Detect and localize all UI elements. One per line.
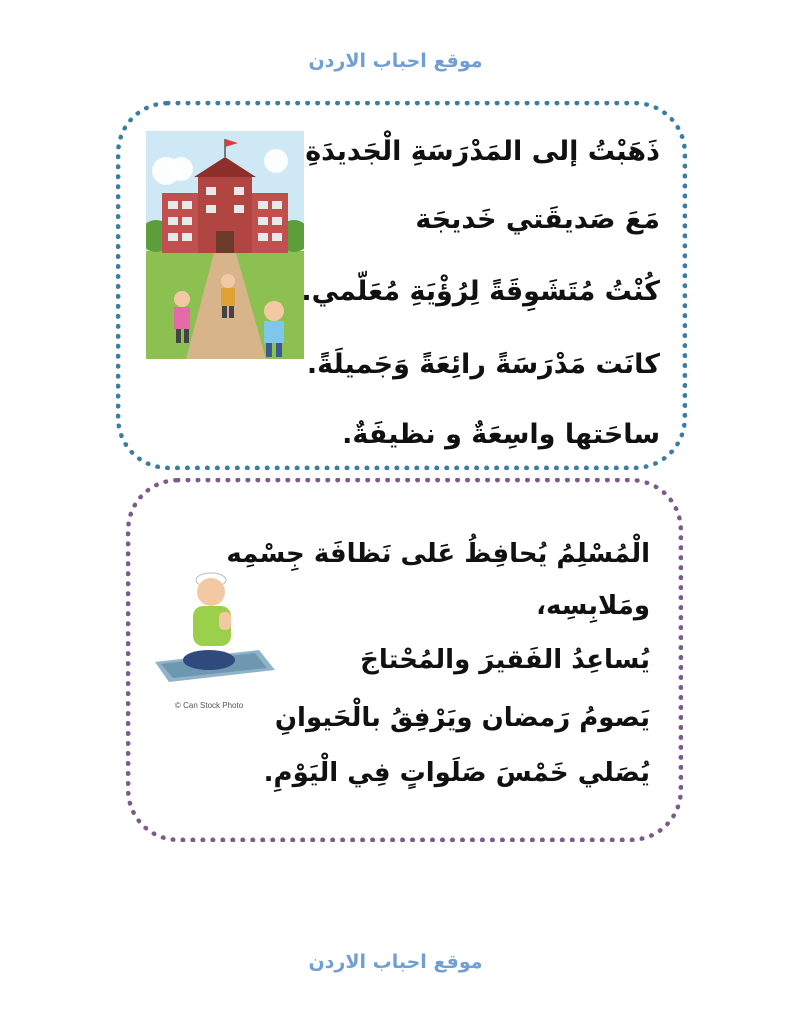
card1-line-2: مَعَ صَديقَتي خَديجَة — [415, 204, 660, 235]
reading-card-muslim — [126, 478, 683, 842]
card2-line-5: يُصَلي خَمْسَ صَلَواتٍ فِي الْيَوْمِ. — [263, 758, 650, 788]
image-credit: © Can Stock Photo — [175, 701, 244, 710]
card2-line-2: ومَلابِسِه، — [536, 591, 650, 621]
site-title-bottom: موقع احباب الاردن — [308, 951, 483, 973]
card1-line-3: كُنْتُ مُتَشَوِقَةً لِرُؤْيَةِ مُعَلّمي. — [301, 276, 660, 307]
reading-card-school — [116, 101, 687, 470]
site-title-top: موقع احباب الاردن — [308, 50, 483, 72]
card1-line-1: ذَهَبْتُ إلى المَدْرَسَةِ الْجَديدَةِ — [305, 136, 660, 167]
school-illustration — [146, 131, 304, 359]
card2-line-4: يَصومُ رَمضان ويَرْفِقُ بالْحَيوانِ — [274, 703, 650, 733]
card1-line-4: كانَت مَدْرَسَةً رائِعَةً وَجَميلَةً. — [306, 349, 660, 380]
card2-line-1: الْمُسْلِمُ يُحافِظُ عَلى نَظافَة جِسْمِه — [226, 539, 650, 569]
card2-line-3: يُساعِدُ الفَقيرَ والمُحْتاجَ — [360, 645, 650, 675]
card1-line-5: ساحَتها واسِعَةٌ و نظيفَةٌ. — [342, 419, 660, 450]
